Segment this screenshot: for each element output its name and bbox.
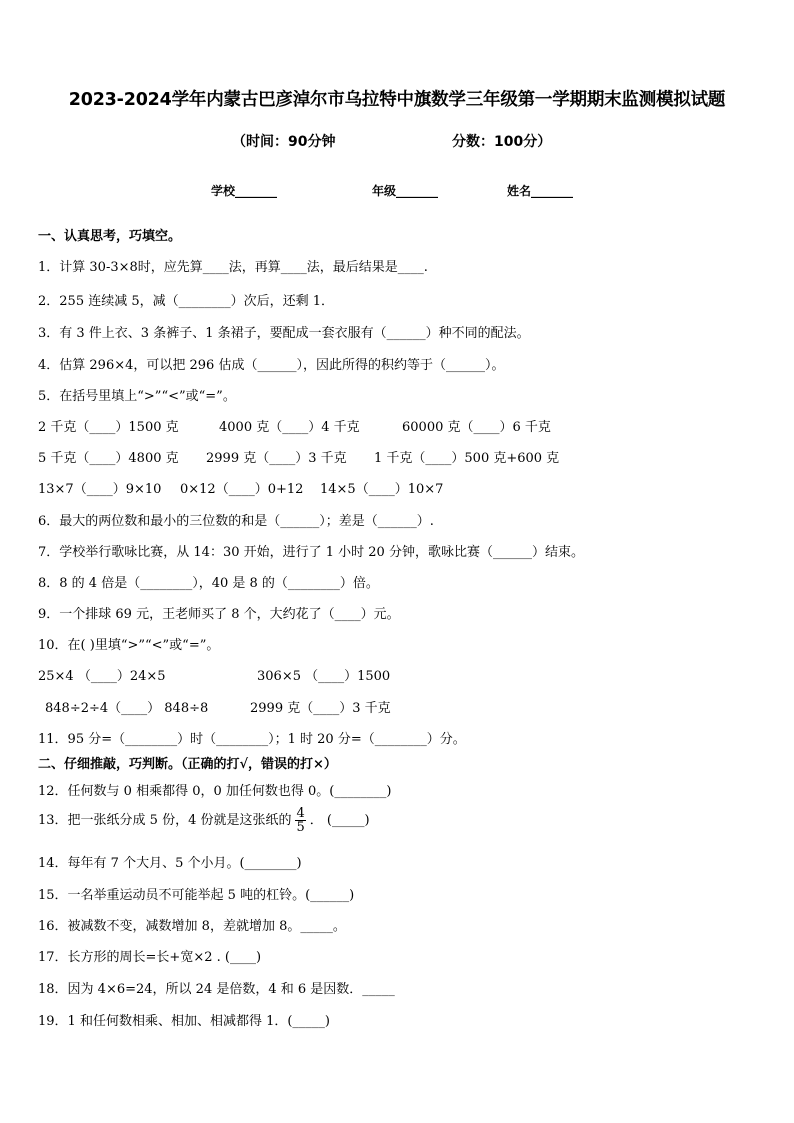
q5-item: 2999 克（____）3 千克 xyxy=(206,451,347,466)
school-field[interactable]: 学校_______ xyxy=(211,184,278,198)
q5-item: 4000 克（____）4 千克 xyxy=(219,420,360,435)
question-2: 2．255 连续减 5，减（________）次后，还剩 1． xyxy=(38,294,335,309)
q5-item: 5 千克（____）4800 克 xyxy=(38,451,179,466)
question-3: 3．有 3 件上衣、3 条裤子、1 条裙子，要配成一套衣服有（______）种不同的配法。 xyxy=(38,326,530,341)
question-10: 10．在( )里填“>”“<”或“=”。 xyxy=(38,638,220,653)
name-field[interactable]: 姓名_______ xyxy=(507,184,574,198)
q13-text: 13．把一张纸分成 5 份，4 份就是这张纸的 xyxy=(38,813,292,828)
question-14: 14．每年有 7 个大月、5 个小月。(________) xyxy=(38,856,302,871)
question-13 xyxy=(38,807,370,834)
q10-item: 2999 克（____）3 千克 xyxy=(250,701,391,716)
question-9: 9．一个排球 69 元，王老师买了 8 个，大约花了（____）元。 xyxy=(38,607,400,622)
question-16: 16．被减数不变，减数增加 8，差就增加 8。_____。 xyxy=(38,919,346,934)
question-1: 1．计算 30-3×8时，应先算____法，再算____法，最后结果是____. xyxy=(38,260,428,275)
fraction-numerator: 4 xyxy=(296,806,305,821)
question-5: 5．在括号里填上“>”“<”或“=”。 xyxy=(38,389,236,404)
exam-time: （时间：90分钟 xyxy=(232,134,336,150)
question-7: 7．学校举行歌咏比赛，从 14：30 开始，进行了 1 小时 20 分钟，歌咏比赛（______）结束。 xyxy=(38,545,584,560)
q5-item: 2 千克（____）1500 克 xyxy=(38,420,179,435)
q5-item: 14×5（____）10×7 xyxy=(320,482,444,497)
question-18: 18．因为 4×6=24，所以 24 是倍数，4 和 6 是因数．_____ xyxy=(38,982,395,997)
question-11: 11．95 分=（________）时（________）；1 时 20 分=（________）分。 xyxy=(38,732,466,747)
q5-item: 0×12（____）0+12 xyxy=(180,482,304,497)
q13-answer: ． (_____) xyxy=(309,813,370,828)
page-title: 2023-2024学年内蒙古巴彦淖尔市乌拉特中旗数学三年级第一学期期末监测模拟试题 xyxy=(68,90,726,110)
section-heading-fill-in: 一、认真思考，巧填空。 xyxy=(38,229,182,244)
q5-item: 60000 克（____）6 千克 xyxy=(402,420,551,435)
question-15: 15．一名举重运动员不可能举起 5 吨的杠铃。(______) xyxy=(38,888,355,903)
question-4: 4．估算 296×4，可以把 296 估成（______），因此所得的积约等于（______）。 xyxy=(38,358,505,373)
question-12: 12．任何数与 0 相乘都得 0，0 加任何数也得 0。(________) xyxy=(38,784,392,799)
q10-item: 25×4 （____）24×5 xyxy=(38,669,166,684)
fraction xyxy=(295,807,305,834)
q5-item: 1 千克（____）500 克+600 克 xyxy=(374,451,560,466)
question-17: 17．长方形的周长=长+宽×2 . (____) xyxy=(38,950,262,965)
section-heading-true-false: 二、仔细推敲，巧判断。（正确的打√，错误的打×） xyxy=(38,757,337,772)
exam-score: 分数：100分） xyxy=(452,134,552,150)
q10-item: 848÷2÷4（____） 848÷8 xyxy=(45,701,209,716)
fraction-denominator: 5 xyxy=(296,820,305,835)
q10-item: 306×5 （____）1500 xyxy=(257,669,391,684)
question-6: 6．最大的两位数和最小的三位数的和是（______）；差是（______）. xyxy=(38,514,434,529)
question-19: 19．1 和任何数相乘、相加、相减都得 1．(_____) xyxy=(38,1014,330,1029)
grade-field[interactable]: 年级_______ xyxy=(372,184,439,198)
question-8: 8．8 的 4 倍是（________），40 是 8 的（________）倍。 xyxy=(38,576,379,591)
q5-item: 13×7（____）9×10 xyxy=(38,482,162,497)
